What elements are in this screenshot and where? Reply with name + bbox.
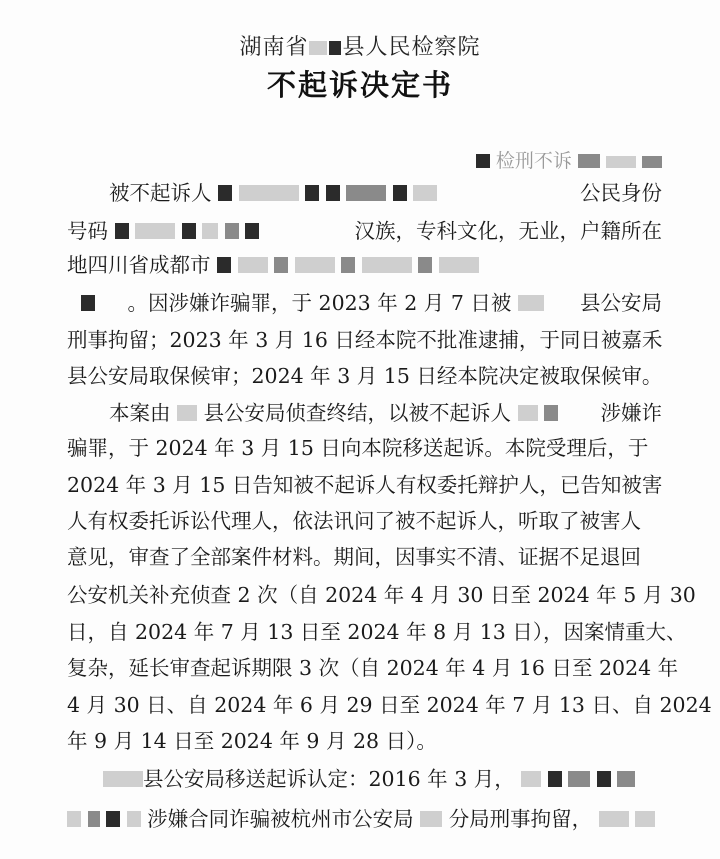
redaction	[274, 257, 288, 273]
text-line	[67, 617, 687, 647]
document-title: 不起诉决定书	[266, 68, 453, 102]
line-text: 人有权委托诉讼代理人，依法讯问了被不起诉人，听取了被害人	[67, 509, 641, 533]
doc-number-text: 检刑不诉	[495, 150, 572, 172]
redaction	[305, 185, 319, 201]
text-line	[67, 726, 662, 756]
line-text: 复杂，延长审查起诉期限 3 次（自 2024 年 4 月 16 日至 2024 年	[67, 656, 679, 680]
redaction	[362, 257, 412, 273]
text-line	[67, 580, 696, 610]
redaction	[418, 257, 432, 273]
redaction	[67, 811, 81, 827]
redaction	[617, 771, 635, 787]
redaction	[393, 185, 407, 201]
line-text: 县公安局移送起诉认定：2016 年 3 月，	[143, 767, 515, 791]
redaction	[578, 154, 600, 168]
line-text: 被不起诉人	[109, 181, 212, 205]
line-text: 县公安局侦查终结，以被不起诉人	[203, 401, 512, 425]
line-text: 意见，审查了全部案件材料。期间，因事实不清、证据不足退回	[67, 545, 641, 569]
redaction	[548, 771, 562, 787]
redaction	[642, 156, 662, 168]
line-text: 4 月 30 日、自 2024 年 6 月 29 日至 2024 年 7 月 13 日、自 2024	[67, 693, 712, 717]
redaction	[420, 811, 442, 827]
text-line	[67, 288, 662, 318]
redaction	[135, 223, 175, 239]
redaction	[182, 223, 196, 239]
redaction	[599, 811, 629, 827]
redaction	[225, 223, 239, 239]
text-line	[67, 250, 662, 280]
redaction	[326, 185, 340, 201]
line-text: 县公安局取保候审；2024 年 3 月 15 日经本院决定被取保候审。	[67, 364, 663, 388]
redaction	[202, 223, 218, 239]
line-text: 分局刑事拘留，	[448, 807, 593, 831]
redaction	[217, 257, 231, 273]
line-text: 公安机关补充侦查 2 次（自 2024 年 4 月 30 日至 2024 年 5 月 30	[67, 583, 696, 607]
redaction	[81, 295, 95, 311]
text-line	[67, 398, 662, 428]
redaction	[413, 185, 437, 201]
redaction	[635, 811, 655, 827]
document-number	[476, 146, 662, 173]
line-text: 刑事拘留；2023 年 3 月 16 日经本院不批准逮捕，于同日被嘉禾	[67, 328, 663, 352]
text-line	[67, 178, 662, 208]
redaction	[476, 154, 490, 168]
redaction	[341, 257, 355, 273]
redaction	[106, 811, 120, 827]
redaction	[518, 295, 544, 311]
line-text: 本案由	[109, 401, 171, 425]
redaction	[521, 771, 541, 787]
redaction	[88, 811, 100, 827]
line-text: 年 9 月 14 日至 2024 年 9 月 28 日）。	[67, 729, 437, 753]
redaction	[568, 771, 590, 787]
text-line	[67, 804, 662, 834]
line-text: 地四川省成都市	[67, 253, 211, 277]
org-prefix: 湖南省	[239, 35, 309, 60]
redaction	[177, 405, 197, 421]
redaction	[218, 185, 232, 201]
line-text: 。因涉嫌诈骗罪，于 2023 年 2 月 7 日被	[127, 291, 512, 315]
line-text: 号码	[67, 219, 108, 243]
text-line	[67, 653, 679, 683]
text-line	[67, 361, 662, 391]
redaction	[127, 811, 141, 827]
text-line	[67, 690, 712, 720]
text-line	[67, 433, 662, 463]
line-text: 日，自 2024 年 7 月 13 日至 2024 年 8 月 13 日），因案情重大、	[67, 620, 687, 644]
line-text: 涉嫌合同诈骗被杭州市公安局	[147, 807, 414, 831]
line-text: 汉族，专科文化，无业，户籍所在	[354, 219, 662, 243]
redaction	[295, 257, 335, 273]
redaction	[518, 405, 538, 421]
line-text: 公民身份	[580, 181, 662, 205]
line-text: 县公安局	[580, 291, 662, 315]
redaction	[439, 257, 479, 273]
line-text: 骗罪，于 2024 年 3 月 15 日向本院移送起诉。本院受理后，于	[67, 436, 649, 460]
redaction	[239, 185, 299, 201]
redaction	[245, 223, 259, 239]
issuing-organization	[0, 30, 720, 61]
text-line	[67, 506, 662, 536]
redaction	[544, 405, 558, 421]
line-text: 涉嫌诈	[600, 401, 662, 425]
text-line	[67, 325, 662, 355]
redaction	[346, 185, 386, 201]
redaction	[103, 771, 143, 787]
line-text: 2024 年 3 月 15 日告知被不起诉人有权委托辩护人，已告知被害	[67, 473, 663, 497]
redaction	[309, 41, 327, 55]
redaction	[606, 156, 636, 168]
org-suffix: 县人民检察院	[342, 35, 481, 60]
text-line	[67, 542, 662, 572]
text-line	[67, 764, 662, 794]
text-line	[67, 470, 662, 500]
text-line	[67, 216, 662, 246]
redaction	[115, 223, 129, 239]
redaction	[329, 41, 341, 55]
redaction	[597, 771, 611, 787]
redaction	[238, 257, 268, 273]
